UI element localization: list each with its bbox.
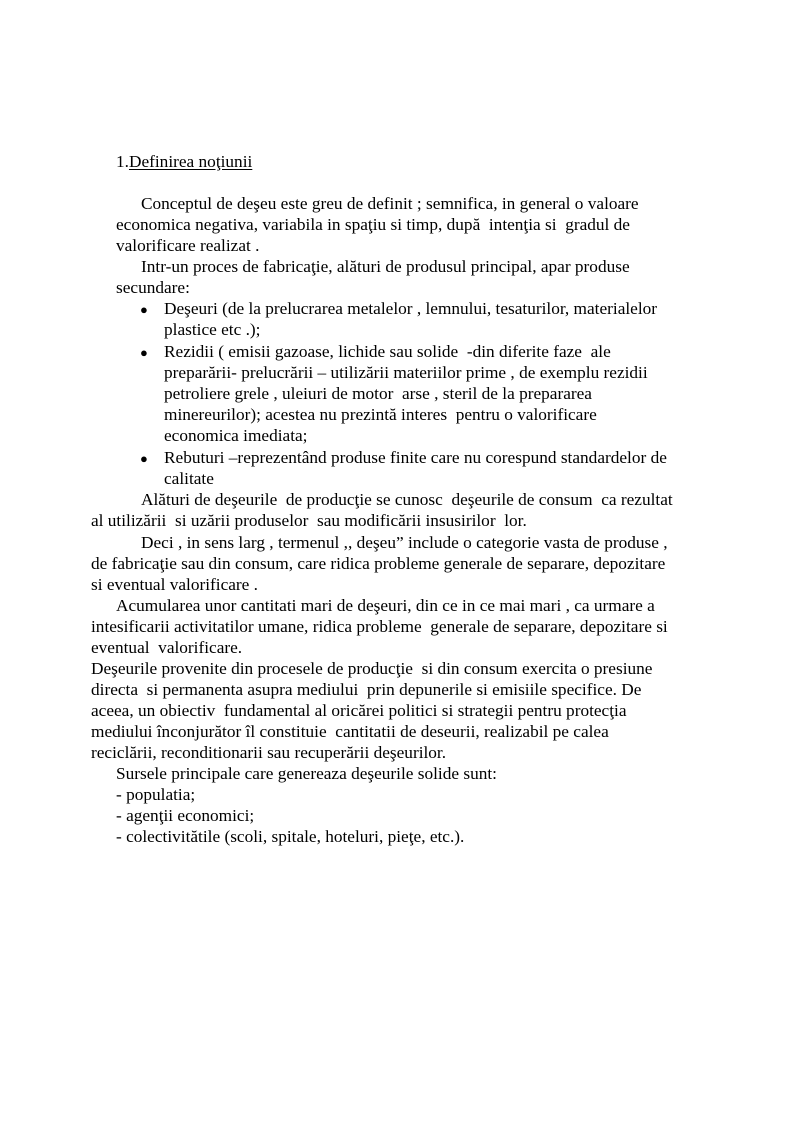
- bullet-line: calitate: [164, 469, 214, 488]
- bullet-line: economica imediata;: [164, 426, 308, 445]
- bullet-line: Rezidii ( emisii gazoase, lichide sau solide -din diferite faze ale: [164, 342, 611, 361]
- bullet-line: plastice etc .);: [164, 320, 261, 339]
- list-item: - agenţii economici;: [116, 806, 255, 825]
- paragraph-line: al utilizării si uzării produselor sau modificării insusirilor lor.: [91, 511, 527, 530]
- bullet-line: minereurilor); acestea nu prezintă interes pentru o valorificare: [164, 405, 597, 424]
- paragraph-line: Deşeurile provenite din procesele de producţie si din consum exercita o presiune: [91, 659, 653, 678]
- list-item: - populatia;: [116, 785, 196, 804]
- bullet-icon: ●: [140, 345, 148, 360]
- paragraph-line: de fabricaţie sau din consum, care ridica probleme generale de separare, depozitare: [91, 554, 666, 573]
- paragraph-line: mediului înconjurător îl constituie cantitatii de deseurii, realizabil pe calea: [91, 722, 609, 741]
- paragraph-line: secundare:: [116, 278, 190, 297]
- paragraph-line: directa si permanenta asupra mediului prin depunerile si emisiile specifice. De: [91, 680, 642, 699]
- paragraph-line: Alături de deşeurile de producţie se cunosc deşeurile de consum ca rezultat: [141, 490, 673, 509]
- bullet-icon: ●: [140, 302, 148, 317]
- section-title: Definirea noţiunii: [128, 152, 253, 171]
- bullet-line: preparării- prelucrării – utilizării materiilor prime , de exemplu rezidii: [164, 363, 648, 382]
- bullet-line: Rebuturi –reprezentând produse finite care nu corespund standardelor de: [164, 448, 667, 467]
- paragraph-line: Sursele principale care genereaza deşeurile solide sunt:: [116, 764, 497, 783]
- section-number: 1.: [116, 152, 129, 171]
- paragraph-line: valorificare realizat .: [116, 236, 260, 255]
- list-item: - colectivitătile (scoli, spitale, hoteluri, pieţe, etc.).: [116, 827, 465, 846]
- paragraph-line: Acumularea unor cantitati mari de deşeuri, din ce in ce mai mari , ca urmare a: [116, 596, 655, 615]
- bullet-line: Deşeuri (de la prelucrarea metalelor , lemnului, tesaturilor, materialelor: [164, 299, 658, 318]
- paragraph-line: Intr-un proces de fabricaţie, alături de produsul principal, apar produse: [141, 257, 630, 276]
- bullet-line: petroliere grele , uleiuri de motor arse , steril de la prepararea: [164, 384, 592, 403]
- paragraph-line: si eventual valorificare .: [91, 575, 258, 594]
- paragraph-line: eventual valorificare.: [91, 638, 243, 657]
- paragraph-line: Deci , in sens larg , termenul ,, deşeu” include o categorie vasta de produse ,: [141, 533, 668, 552]
- paragraph-line: intesificarii activitatilor umane, ridica probleme generale de separare, depozitare si: [91, 617, 668, 636]
- paragraph-line: Conceptul de deşeu este greu de definit ; semnifica, in general o valoare: [141, 194, 639, 213]
- bullet-icon: ●: [140, 451, 148, 466]
- paragraph-line: reciclării, reconditionarii sau recuperării deşeurilor.: [91, 743, 447, 762]
- paragraph-line: economica negativa, variabila in spaţiu si timp, după intenţia si gradul de: [116, 215, 630, 234]
- section-heading: [116, 151, 252, 172]
- paragraph-line: aceea, un obiectiv fundamental al oricărei politici si strategii pentru protecţia: [91, 701, 627, 720]
